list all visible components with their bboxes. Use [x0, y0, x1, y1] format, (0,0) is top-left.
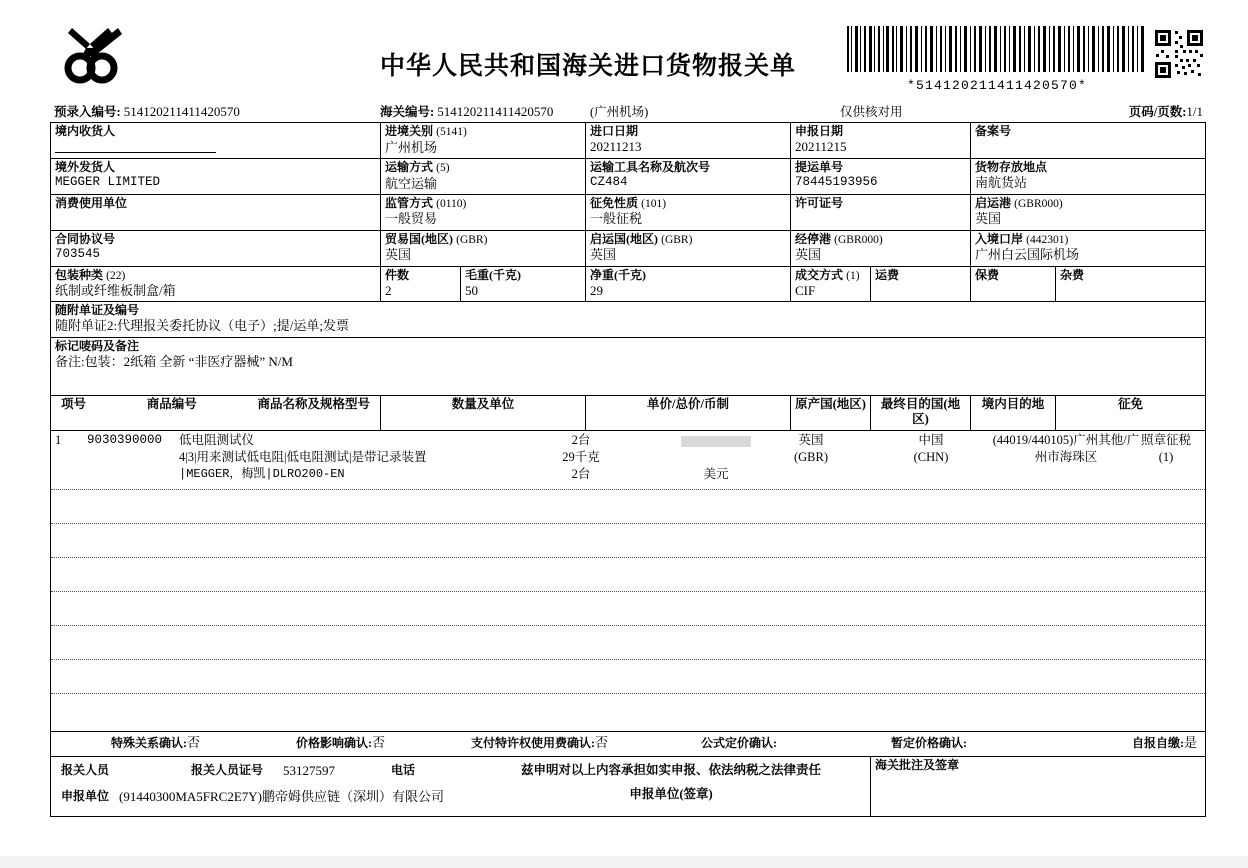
- royalty-value: 否: [595, 734, 609, 750]
- goods-item-no: 1: [55, 432, 62, 447]
- confirmation-row: [51, 731, 1206, 756]
- table-row: [51, 158, 1206, 194]
- package-type-value: 纸制或纤维板制盒/箱: [55, 283, 176, 299]
- agent-cert-value: 53127597: [283, 762, 335, 778]
- customs-emblem-icon: [60, 22, 140, 92]
- entry-port-caption: [975, 232, 1201, 248]
- self-declare-label: 自报自缴:: [1132, 735, 1184, 750]
- page-bottom-strip: [0, 856, 1248, 868]
- insurance-label: 保费: [975, 267, 1000, 282]
- page-title: 中华人民共和国海关进口货物报关单: [380, 53, 797, 80]
- trade-country-value: 英国: [385, 247, 412, 263]
- table-row: [51, 123, 1206, 159]
- goods-item-qty-2: 29千克: [562, 449, 600, 464]
- levy-value: 一般征税: [590, 211, 643, 227]
- marks-remarks-label: 标记唛码及备注: [55, 338, 140, 353]
- record-no-label: 备案号: [975, 124, 1012, 138]
- goods-item-name: 低电阻测试仪: [179, 432, 255, 447]
- net-weight-label: 净重(千克): [590, 267, 646, 282]
- entry-customs-label: 进境关别: [385, 124, 434, 138]
- goods-separator: [51, 523, 1205, 524]
- goods-item-spec-3: |MEGGER，梅凯|DLRO200-EN: [179, 466, 345, 481]
- footer-customs-cell: [871, 756, 1206, 816]
- departure-port-value: 英国: [975, 211, 1002, 227]
- field-package-type: [51, 266, 381, 302]
- entry-customs-code: (5141): [436, 126, 467, 138]
- declare-unit-label: 申报单位: [61, 788, 110, 803]
- page-number: [1129, 102, 1203, 120]
- declaration-sheet: [50, 18, 1205, 838]
- field-insurance: [971, 266, 1056, 302]
- pieces-label: 件数: [385, 267, 410, 282]
- supervision-value: 一般贸易: [385, 211, 438, 227]
- qr-code-icon: [1153, 28, 1205, 80]
- misc-fee-label: 杂费: [1060, 267, 1085, 282]
- redaction-bar: [681, 436, 751, 447]
- trade-terms-caption: [795, 268, 866, 284]
- footer-row: [51, 756, 1206, 816]
- goods-item-code: 9030390000: [87, 432, 163, 447]
- goods-item-tax-2: (1): [1158, 449, 1174, 464]
- goods-item-currency: 美元: [703, 466, 729, 481]
- goods-col-domestic-dest: 境内目的地: [971, 395, 1056, 430]
- package-type-code: (22): [106, 269, 126, 282]
- consumer-unit-label: 消费使用单位: [55, 195, 128, 210]
- goods-items-area: [51, 431, 1205, 731]
- transport-mode-code: (5): [436, 161, 450, 174]
- declare-date-value: 20211215: [795, 139, 847, 154]
- departure-port-caption: [975, 196, 1201, 212]
- field-supervision-mode: [381, 194, 586, 230]
- field-contract-no: [51, 230, 381, 266]
- departure-country-value: 英国: [590, 247, 617, 263]
- field-license-no: [791, 194, 971, 230]
- goods-header-row: [51, 395, 1206, 430]
- table-row: [51, 337, 1206, 395]
- field-gross-weight: [461, 266, 586, 302]
- field-departure-port: [971, 194, 1206, 230]
- trade-terms-code: (1): [846, 269, 860, 282]
- entry-customs-value: 广州机场: [385, 139, 438, 155]
- field-trade-country: [381, 230, 586, 266]
- pre-entry-label: 预录入编号:: [54, 105, 121, 119]
- declaration-note-line2: 申报单位(签章): [629, 786, 713, 801]
- agent-label: 报关人员: [61, 762, 110, 777]
- supervision-code: (0110): [436, 197, 467, 210]
- contract-no-value: 703545: [55, 246, 101, 261]
- supervision-label: 监管方式: [385, 195, 434, 210]
- goods-separator: [51, 659, 1205, 660]
- pieces-value: 2: [385, 282, 392, 298]
- goods-col-no-name: [51, 395, 381, 430]
- table-row: [51, 302, 1206, 337]
- attached-docs-label: 随附单证及编号: [55, 303, 140, 318]
- entry-port-label: 入境口岸: [975, 231, 1024, 246]
- field-vessel-voyage: [586, 158, 791, 194]
- barcode-number: *514120211411420570*: [906, 78, 1088, 93]
- bill-no-label: 提运单号: [795, 159, 844, 174]
- field-entry-port: [971, 230, 1206, 266]
- field-departure-country: [586, 230, 791, 266]
- customs-number: [380, 102, 553, 120]
- special-relation-value: 否: [187, 734, 201, 750]
- entry-customs-caption: [385, 124, 581, 140]
- field-marks-remarks: [51, 337, 1206, 395]
- shipper-overseas-value: MEGGER LIMITED: [55, 174, 161, 189]
- field-entry-customs: [381, 123, 586, 159]
- customs-note-label: 海关批注及签章: [875, 757, 960, 772]
- entry-port-value: 广州白云国际机场: [975, 247, 1080, 263]
- gross-weight-label: 毛重(千克): [465, 267, 521, 282]
- goods-item-qty-3: 2台: [571, 466, 591, 481]
- license-label: 许可证号: [795, 195, 844, 210]
- page-label: 页码/页数:: [1128, 105, 1187, 119]
- goods-item-dest-code: (CHN): [913, 449, 949, 464]
- transit-port-label: 经停港: [795, 231, 832, 246]
- freight-label: 运费: [875, 267, 900, 282]
- departure-country-caption: [590, 232, 786, 248]
- field-storage-place: [971, 158, 1206, 194]
- barcode-image: [847, 26, 1147, 72]
- usage-note: 仅供核对用: [840, 105, 903, 119]
- goods-item-spec-2: 4|3|用来测试低电阻|低电阻测试|是带记录装置: [179, 449, 427, 464]
- table-row: [51, 230, 1206, 266]
- goods-body-row: [51, 430, 1206, 731]
- agent-cert-label: 报关人员证号: [191, 762, 264, 777]
- field-bill-no: [791, 158, 971, 194]
- pre-entry-number: [54, 102, 240, 120]
- shipper-overseas-label: 境外发货人: [55, 159, 116, 174]
- provisional-price-label: 暂定价格确认:: [891, 735, 967, 750]
- field-transport-mode: [381, 158, 586, 194]
- page-value: 1/1: [1186, 104, 1203, 119]
- consignee-domestic-value: [55, 139, 216, 153]
- goods-body-cell: [51, 430, 1206, 731]
- formula-pricing-label: 公式定价确认:: [701, 735, 777, 750]
- goods-item-domestic-dest-2: 州市海珠区: [1034, 449, 1098, 464]
- declaration-table: [50, 122, 1206, 817]
- table-row: [51, 194, 1206, 230]
- goods-separator: [51, 591, 1205, 592]
- royalty-label: 支付特许权使用费确认:: [471, 735, 595, 750]
- goods-col-code: 商品编号: [146, 396, 197, 411]
- goods-col-no: 项号: [61, 396, 87, 411]
- field-pieces: [381, 266, 461, 302]
- field-transit-port: [791, 230, 971, 266]
- transport-mode-value: 航空运输: [385, 175, 438, 191]
- goods-separator: [51, 693, 1205, 694]
- storage-place-label: 货物存放地点: [975, 159, 1048, 174]
- price-influence-value: 否: [372, 734, 386, 750]
- goods-separator: [51, 489, 1205, 490]
- pre-entry-value: 514120211411420570: [123, 104, 240, 119]
- price-influence-label: 价格影响确认:: [296, 735, 372, 750]
- goods-separator: [51, 625, 1205, 626]
- field-trade-terms: [791, 266, 871, 302]
- departure-port-label: 启运港: [975, 195, 1012, 210]
- import-date-value: 20211213: [590, 139, 642, 154]
- levy-code: (101): [641, 197, 667, 210]
- confirmation-cell: [51, 731, 1206, 756]
- goods-col-tax: 征免: [1056, 395, 1206, 430]
- gross-weight-value: 50: [465, 282, 478, 298]
- supervision-caption: [385, 196, 581, 212]
- attached-docs-value: 随附单证2:代理报关委托协议（电子）;提/运单;发票: [55, 318, 349, 334]
- field-declare-date: [791, 123, 971, 159]
- consignee-domestic-label: 境内收货人: [55, 124, 116, 138]
- special-relation-label: 特殊关系确认:: [111, 735, 187, 750]
- goods-item-dest: 中国: [918, 432, 944, 447]
- transit-port-caption: [795, 232, 966, 248]
- net-weight-value: 29: [590, 282, 603, 298]
- field-import-date: [586, 123, 791, 159]
- package-type-caption: [55, 268, 376, 284]
- departure-port-code: (GBR000): [1014, 197, 1063, 210]
- customs-no-value: 514120211411420570: [437, 104, 554, 119]
- declare-date-label: 申报日期: [795, 124, 844, 138]
- goods-col-origin: 原产国(地区): [791, 395, 871, 430]
- transit-port-value: 英国: [795, 247, 822, 263]
- field-freight: [871, 266, 971, 302]
- vessel-voyage-label: 运输工具名称及航次号: [590, 159, 711, 174]
- field-misc-fee: [1056, 266, 1206, 302]
- transit-port-code: (GBR000): [834, 233, 883, 246]
- trade-country-code: (GBR): [456, 233, 488, 246]
- phone-label: 电话: [391, 762, 416, 777]
- field-levy-nature: [586, 194, 791, 230]
- contract-no-label: 合同协议号: [55, 231, 116, 246]
- levy-caption: [590, 196, 786, 212]
- customs-no-label: 海关编号:: [380, 105, 435, 119]
- package-type-label: 包装种类: [55, 267, 104, 282]
- declaration-note-line1: 兹申明对以上内容承担如实申报、依法纳税之法律责任: [520, 762, 821, 777]
- customs-port-name: (广州机场): [590, 105, 649, 119]
- trade-terms-value: CIF: [795, 283, 816, 299]
- vessel-voyage-value: CZ484: [590, 174, 628, 189]
- field-consignee-domestic: [51, 123, 381, 159]
- document-header: [50, 18, 1205, 100]
- goods-item-tax-1: 照章征税: [1140, 432, 1191, 447]
- footer-left-cell: [51, 756, 871, 816]
- trade-country-label: 贸易国(地区): [385, 231, 453, 246]
- import-date-label: 进口日期: [590, 124, 639, 138]
- goods-col-qty-unit: 数量及单位: [381, 395, 586, 430]
- transport-mode-caption: [385, 160, 581, 176]
- field-attached-docs: [51, 302, 1206, 337]
- goods-col-name: 商品名称及规格型号: [257, 396, 370, 411]
- goods-col-final-dest: 最终目的国(地区): [871, 395, 971, 430]
- storage-place-value: 南航货站: [975, 174, 1028, 190]
- field-consumer-unit: [51, 194, 381, 230]
- goods-item-qty-1: 2台: [571, 432, 591, 447]
- goods-item-origin-code: (GBR): [793, 449, 829, 464]
- goods-col-price: 单价/总价/币制: [586, 395, 791, 430]
- goods-item-origin: 英国: [798, 432, 824, 447]
- marks-remarks-value: 备注:包装：2纸箱 全新 “非医疗器械” N/M: [55, 353, 293, 369]
- declare-unit-value: (91440300MA5FRC2E7Y)鹏帝姆供应链（深圳）有限公司: [119, 788, 445, 804]
- departure-country-code: (GBR): [661, 233, 693, 246]
- levy-label: 征免性质: [590, 195, 639, 210]
- subheader-line: [50, 100, 1205, 122]
- transport-mode-label: 运输方式: [385, 159, 434, 174]
- entry-port-code: (442301): [1026, 233, 1069, 246]
- bill-no-value: 78445193956: [795, 174, 878, 189]
- goods-separator: [51, 557, 1205, 558]
- field-record-no: [971, 123, 1206, 159]
- field-shipper-overseas: [51, 158, 381, 194]
- field-net-weight: [586, 266, 791, 302]
- self-declare-value: 是: [1184, 734, 1198, 750]
- departure-country-label: 启运国(地区): [590, 231, 658, 246]
- trade-terms-label: 成交方式: [795, 267, 844, 282]
- table-row: [51, 266, 1206, 302]
- barcode-block: [847, 26, 1147, 93]
- goods-item-domestic-dest-1: (44019/440105)广州其他/广: [992, 432, 1140, 447]
- trade-country-caption: [385, 232, 581, 248]
